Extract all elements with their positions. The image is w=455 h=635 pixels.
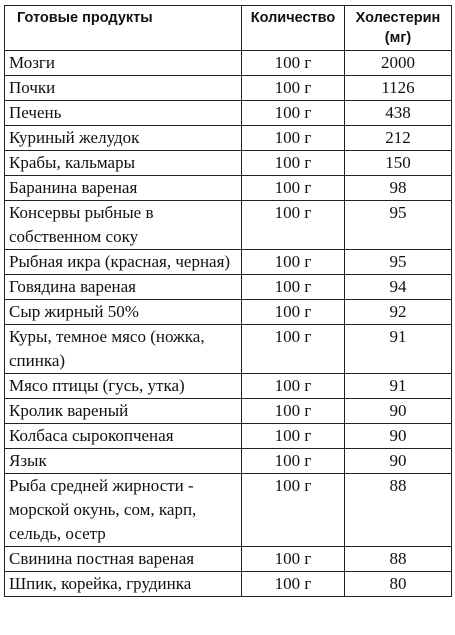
cholesterol-cell: 1126 — [345, 76, 452, 101]
table-row — [5, 101, 452, 126]
quantity-cell: 100 г — [242, 325, 345, 374]
product-name-cell: Куриный желудок — [5, 126, 242, 151]
cholesterol-cell: 94 — [345, 275, 452, 300]
table-row — [5, 424, 452, 449]
cholesterol-cell: 90 — [345, 399, 452, 424]
quantity-cell: 100 г — [242, 126, 345, 151]
product-name-cell: Кролик вареный — [5, 399, 242, 424]
cholesterol-cell: 88 — [345, 474, 452, 547]
cholesterol-cell: 92 — [345, 300, 452, 325]
product-name-cell: Почки — [5, 76, 242, 101]
product-name-cell: Шпик, корейка, грудинка — [5, 572, 242, 597]
quantity-cell: 100 г — [242, 101, 345, 126]
quantity-cell: 100 г — [242, 399, 345, 424]
product-name-cell: Колбаса сырокопченая — [5, 424, 242, 449]
table-row — [5, 176, 452, 201]
cholesterol-cell: 212 — [345, 126, 452, 151]
table-row — [5, 572, 452, 597]
cholesterol-cell: 95 — [345, 201, 452, 250]
header-quantity: Количество — [242, 6, 345, 51]
table-row — [5, 151, 452, 176]
cholesterol-cell: 95 — [345, 250, 452, 275]
product-name-cell: Мясо птицы (гусь, утка) — [5, 374, 242, 399]
table-row — [5, 474, 452, 547]
product-name-cell: Язык — [5, 449, 242, 474]
quantity-cell: 100 г — [242, 424, 345, 449]
quantity-cell: 100 г — [242, 151, 345, 176]
table-row — [5, 547, 452, 572]
cholesterol-cell: 80 — [345, 572, 452, 597]
quantity-cell: 100 г — [242, 51, 345, 76]
cholesterol-cell: 90 — [345, 424, 452, 449]
cholesterol-cell: 91 — [345, 325, 452, 374]
table-row — [5, 51, 452, 76]
product-name-cell: Куры, темное мясо (ножка, спинка) — [5, 325, 242, 374]
product-name-cell: Консервы рыбные в собственном соку — [5, 201, 242, 250]
quantity-cell: 100 г — [242, 547, 345, 572]
product-name-cell: Рыба средней жирности - морской окунь, сом, карп, сельдь, осетр — [5, 474, 242, 547]
header-row — [5, 6, 452, 51]
quantity-cell: 100 г — [242, 474, 345, 547]
cholesterol-cell: 2000 — [345, 51, 452, 76]
table-row — [5, 126, 452, 151]
table-row — [5, 201, 452, 250]
table-row — [5, 374, 452, 399]
quantity-cell: 100 г — [242, 300, 345, 325]
product-name-cell: Баранина вареная — [5, 176, 242, 201]
product-name-cell: Свинина постная вареная — [5, 547, 242, 572]
header-products: Готовые продукты — [5, 6, 242, 51]
product-name-cell: Сыр жирный 50% — [5, 300, 242, 325]
cholesterol-cell: 98 — [345, 176, 452, 201]
quantity-cell: 100 г — [242, 176, 345, 201]
quantity-cell: 100 г — [242, 201, 345, 250]
cholesterol-cell: 438 — [345, 101, 452, 126]
quantity-cell: 100 г — [242, 449, 345, 474]
table-row — [5, 275, 452, 300]
table-row — [5, 399, 452, 424]
quantity-cell: 100 г — [242, 76, 345, 101]
quantity-cell: 100 г — [242, 250, 345, 275]
quantity-cell: 100 г — [242, 572, 345, 597]
product-name-cell: Печень — [5, 101, 242, 126]
product-name-cell: Крабы, кальмары — [5, 151, 242, 176]
table-row — [5, 250, 452, 275]
cholesterol-cell: 90 — [345, 449, 452, 474]
table-row — [5, 300, 452, 325]
product-name-cell: Говядина вареная — [5, 275, 242, 300]
cholesterol-cell: 88 — [345, 547, 452, 572]
product-name-cell: Мозги — [5, 51, 242, 76]
table-row — [5, 76, 452, 101]
table-body — [5, 51, 452, 597]
table-row — [5, 449, 452, 474]
quantity-cell: 100 г — [242, 374, 345, 399]
product-name-cell: Рыбная икра (красная, черная) — [5, 250, 242, 275]
cholesterol-table — [4, 5, 452, 597]
quantity-cell: 100 г — [242, 275, 345, 300]
cholesterol-cell: 150 — [345, 151, 452, 176]
header-cholesterol: Холестерин (мг) — [345, 6, 452, 51]
table-row — [5, 325, 452, 374]
cholesterol-cell: 91 — [345, 374, 452, 399]
